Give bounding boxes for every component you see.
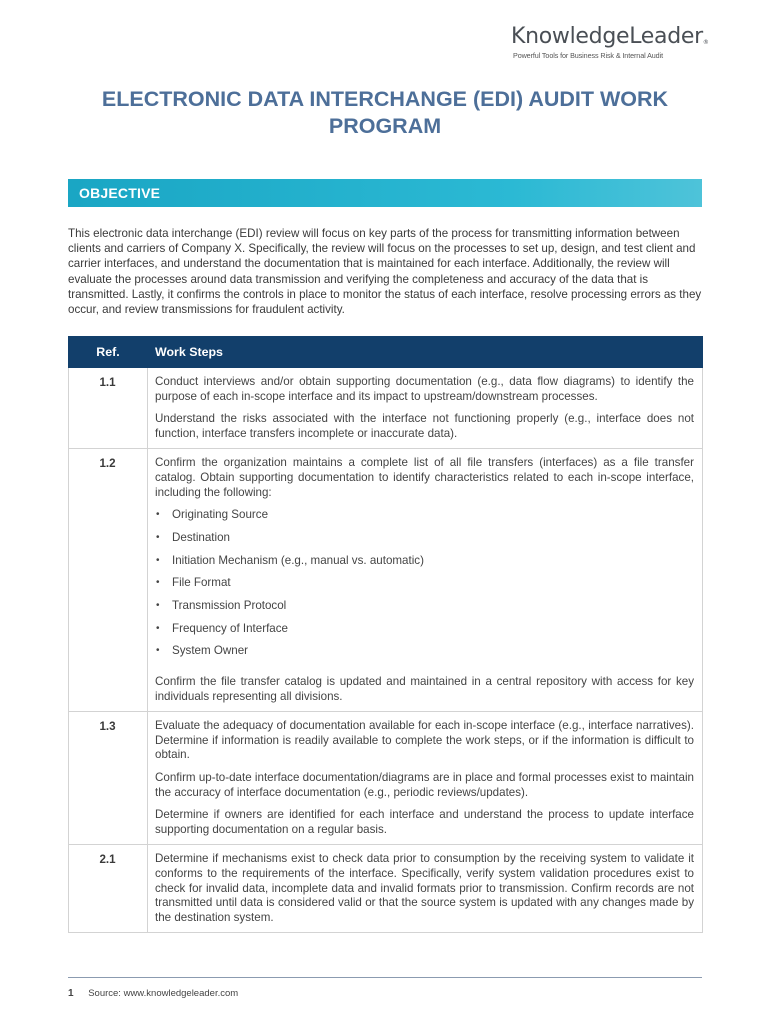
list-item: • Transmission Protocol [156, 598, 287, 612]
table-row [69, 449, 703, 712]
bullet-icon: • [156, 645, 160, 657]
bullet-icon: • [156, 577, 160, 589]
ref-cell: 1.1 [69, 368, 148, 449]
page-number: 1 [68, 988, 74, 999]
source-text: Source: www.knowledgeleader.com [88, 988, 239, 999]
work-step-paragraph: Confirm the file transfer catalog is updated and maintained in a central repository with access for key individuals representing all divisions. [155, 674, 694, 703]
work-step-cell [148, 368, 703, 449]
bullet-icon: • [156, 509, 160, 521]
ref-cell: 1.3 [69, 712, 148, 845]
work-step-cell [148, 712, 703, 845]
table-row [69, 368, 703, 449]
work-step-paragraph: Evaluate the adequacy of documentation available for each in-scope interface (e.g., interface narratives). Determine if information is readily available to complete the work steps, or if the information is difficult to obtain. [155, 719, 694, 762]
objective-text: This electronic data interchange (EDI) review will focus on key parts of the process for transmitting information between clients and carriers of Company X. Specifically, the review will focus on the processes to set up, design, and test client and carrier interfaces, and understand the documentation that is maintained for each interface. Additionally, the review will evaluate the processes around data transmission and verifying the completeness and accuracy of the data that is transmitted. Lastly, it confirms the controls in place to monitor the status of each interface, resolve processing errors as they occur, and review transmissions for fraudulent activity. [68, 227, 702, 317]
list-item: • Originating Source [156, 508, 269, 522]
trademark-symbol: ® [702, 39, 709, 46]
objective-section-header [68, 179, 702, 207]
work-step-cell [148, 449, 703, 712]
bullet-icon: • [156, 554, 160, 566]
bullet-icon: • [156, 622, 160, 634]
work-step-paragraph: Confirm the organization maintains a complete list of all file transfers (interfaces) as a file transfer catalog. Obtain supporting documentation to identify characteristics related to each in-scope interface, including the following: [155, 456, 694, 499]
work-step-paragraph: Confirm up-to-date interface documentation/diagrams are in place and formal processes exist to maintain the accuracy of interface documentation (e.g., periodic reviews/updates). [155, 770, 694, 799]
ref-column-header: Ref. [69, 337, 148, 368]
work-steps-column-header: Work Steps [148, 337, 703, 368]
page-footer [68, 988, 238, 999]
work-step-paragraph: Determine if mechanisms exist to check data prior to consumption by the receiving system to validate it conforms to the requirements of the interface. Specifically, verify system validation procedures exist to check for invalid data, incomplete data and invalid formats prior to transmission. Confirm records are not transmitted until data is considered valid or that the source system is updated with any changes made by the destination system. [155, 852, 694, 924]
list-item: • System Owner [156, 644, 249, 658]
objective-heading: OBJECTIVE [79, 185, 161, 201]
work-step-paragraph: Conduct interviews and/or obtain supporting documentation (e.g., data flow diagrams) to identify the purpose of each in-scope interface and its impact to upstream/downstream processes. [155, 375, 694, 403]
footer-divider [68, 977, 702, 978]
ref-cell: 2.1 [69, 845, 148, 933]
logo-tagline: Powerful Tools for Business Risk & Internal Audit [513, 51, 663, 60]
work-step-cell [148, 845, 703, 933]
ref-cell: 1.2 [69, 449, 148, 712]
table-row [69, 712, 703, 845]
work-steps-table [68, 336, 703, 933]
list-item: • Frequency of Interface [156, 621, 288, 635]
list-item: • File Format [156, 576, 231, 590]
table-row [69, 845, 703, 933]
knowledgeleader-logo [511, 22, 709, 60]
work-step-paragraph: Determine if owners are identified for each interface and understand the process to update interface supporting documentation on a regular basis. [155, 808, 694, 836]
table-header-row [69, 337, 703, 368]
list-item: • Initiation Mechanism (e.g., manual vs. automatic) [156, 553, 424, 567]
list-item: • Destination [156, 530, 231, 544]
document-title: ELECTRONIC DATA INTERCHANGE (EDI) AUDIT WORK PROGRAM [101, 87, 669, 138]
work-step-paragraph: Understand the risks associated with the interface not functioning properly (e.g., interface does not function, interface transfers incomplete or inaccurate data). [155, 412, 694, 440]
bullet-icon: • [156, 599, 160, 611]
characteristics-list [155, 508, 694, 667]
bullet-icon: • [156, 531, 160, 543]
logo-wordmark: KnowledgeLeader® [511, 24, 709, 49]
